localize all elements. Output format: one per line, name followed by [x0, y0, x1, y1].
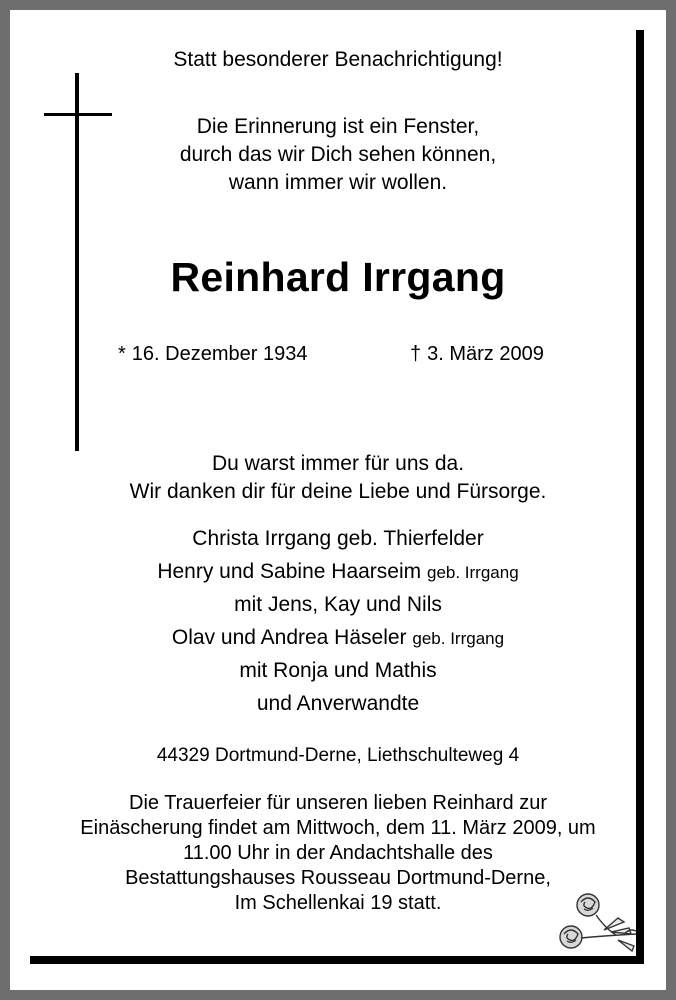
- family-line: mit Jens, Kay und Nils: [234, 593, 442, 616]
- thanks-line: Wir danken dir für deine Liebe und Fürsorge.: [129, 480, 547, 503]
- ceremony-line: Die Trauerfeier für unseren lieben Reinhard zur: [129, 792, 547, 814]
- deceased-name: Reinhard Irrgang: [170, 254, 506, 300]
- birth-date-text: 16. Dezember 1934: [131, 343, 308, 365]
- family-maiden-name: geb. Irrgang: [412, 629, 505, 648]
- thanks-line: Du warst immer für uns da.: [211, 452, 465, 475]
- family-line: mit Ronja und Mathis: [239, 659, 437, 682]
- roses-icon: [556, 888, 642, 954]
- family-line: Christa Irrgang geb. Thierfelder: [192, 527, 484, 550]
- address: 44329 Dortmund-Derne, Liethschulteweg 4: [156, 745, 520, 766]
- death-date-text: 3. März 2009: [427, 343, 544, 365]
- ceremony-line: 11.00 Uhr in der Andachtshalle des: [183, 842, 493, 864]
- notice-heading: Statt besonderer Benachrichtigung!: [173, 48, 503, 71]
- birth-star-icon: *: [118, 343, 126, 365]
- family-line: [0, 622, 676, 655]
- family-name: Henry und Sabine Haarseim: [157, 560, 422, 583]
- death-date: [410, 341, 544, 367]
- family-line: und Anverwandte: [256, 692, 420, 715]
- card-shadow-bottom: [30, 956, 644, 964]
- family-line: [0, 556, 676, 589]
- family-maiden-name: geb. Irrgang: [426, 563, 519, 582]
- quote-line: durch das wir Dich sehen können,: [179, 143, 497, 166]
- ceremony-line: Im Schellenkai 19 statt.: [234, 892, 442, 914]
- ceremony-line: Bestattungshauses Rousseau Dortmund-Derne,: [125, 867, 551, 889]
- quote-line: wann immer wir wollen.: [228, 171, 448, 194]
- quote-line: Die Erinnerung ist ein Fenster,: [196, 115, 480, 138]
- death-dagger-icon: †: [410, 343, 422, 365]
- birth-date: [118, 341, 307, 367]
- family-name: Olav und Andrea Häseler: [171, 626, 407, 649]
- ceremony-line: Einäscherung findet am Mittwoch, dem 11. März 2009, um: [80, 817, 596, 839]
